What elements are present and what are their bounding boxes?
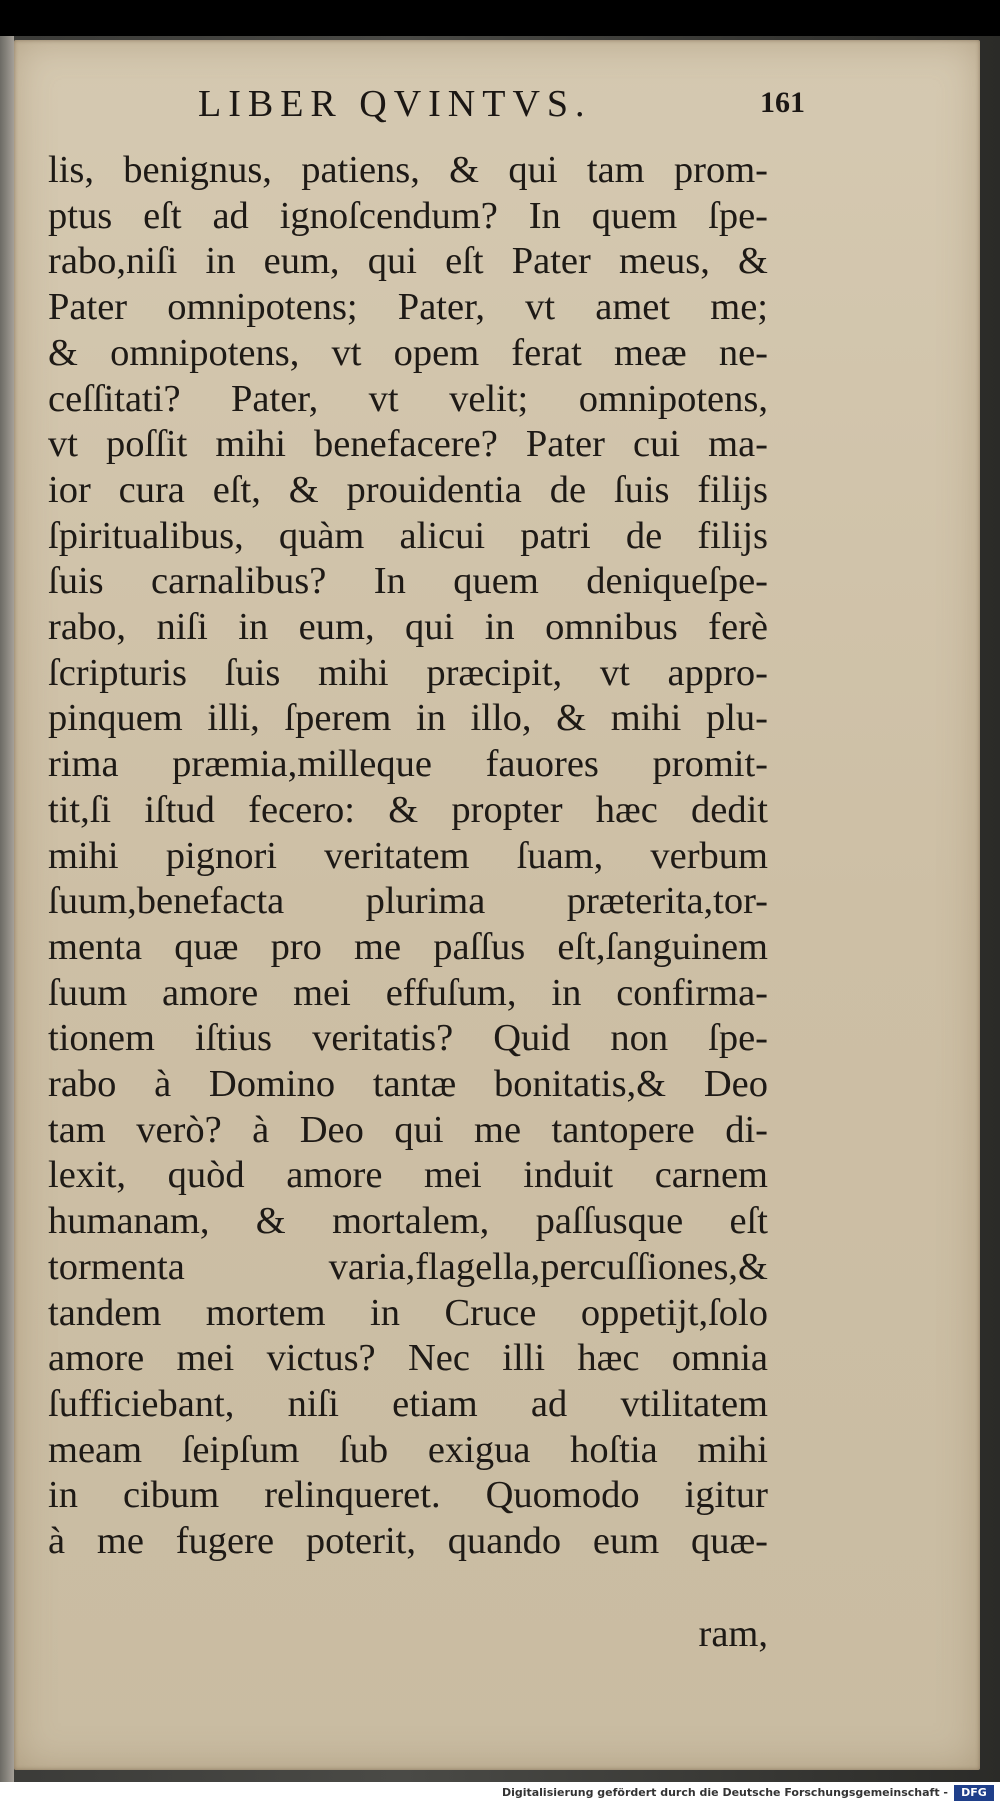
- text-line: ſufficiebant, niſi etiam ad vtilitatem: [48, 1382, 768, 1425]
- running-title: LIBER QVINTVS.: [198, 83, 592, 125]
- page-edge: [0, 36, 14, 1782]
- text-line: rima præmia,milleque fauores promit-: [48, 743, 768, 786]
- text-line: & omnipotens, vt opem ferat meæ ne-: [48, 331, 768, 374]
- page-number: 161: [760, 86, 805, 119]
- text-line: lis, benignus, patiens, & qui tam prom-: [48, 149, 768, 191]
- text-line: ſcripturis ſuis mihi præcipit, vt appro-: [48, 651, 768, 694]
- top-scan-border: [0, 0, 1000, 36]
- text-line: ſuum amore mei effuſum, in confirma-: [48, 971, 768, 1014]
- body-text: [48, 148, 768, 1565]
- text-line: pinquem illi, ſperem in illo, & mihi plu-: [48, 697, 768, 740]
- text-line: à me fugere poterit, quando eum quæ-: [48, 1520, 768, 1563]
- text-line: rabo, niſi in eum, qui in omnibus ferè: [48, 606, 768, 649]
- catchword: ram,: [698, 1613, 768, 1655]
- text-line: menta quæ pro me paſſus eſt,ſanguinem: [48, 925, 768, 968]
- text-line: tit,ſi iſtud fecero: & propter hæc dedit: [48, 788, 768, 831]
- text-line: ſuis carnalibus? In quem deniqueſpe-: [48, 560, 768, 603]
- text-line: tionem iſtius veritatis? Quid non ſpe-: [48, 1017, 768, 1060]
- text-line: tormenta varia,flagella,percuſſiones,&: [48, 1245, 768, 1288]
- text-line: amore mei victus? Nec illi hæc omnia: [48, 1337, 768, 1380]
- text-line: humanam, & mortalem, paſſusque eſt: [48, 1200, 768, 1243]
- text-line: ſuum,benefacta plurima præterita,tor-: [48, 880, 768, 923]
- text-line: vt poſſit mihi benefacere? Pater cui ma-: [48, 423, 768, 466]
- text-line: mihi pignori veritatem ſuam, verbum: [48, 834, 768, 877]
- text-line: Pater omnipotens; Pater, vt amet me;: [48, 286, 768, 329]
- funding-credit: Digitalisierung gefördert durch die Deutsche Forschungsgemeinschaft -: [501, 1786, 948, 1799]
- text-line: in cibum relinqueret. Quomodo igitur: [48, 1474, 768, 1517]
- text-line: rabo à Domino tantæ bonitatis,& Deo: [48, 1063, 768, 1106]
- text-line: ior cura eſt, & prouidentia de ſuis filijs: [48, 468, 768, 511]
- running-head: [14, 82, 980, 142]
- digitization-footer: [0, 1782, 1000, 1806]
- text-line: tam verò? à Deo qui me tantopere di-: [48, 1108, 768, 1151]
- text-line: ſpiritualibus, quàm alicui patri de filijs: [48, 514, 768, 557]
- text-line: tandem mortem in Cruce oppetijt,ſolo: [48, 1291, 768, 1334]
- text-line: lexit, quòd amore mei induit carnem: [48, 1154, 768, 1197]
- text-line: meam ſeipſum ſub exigua hoſtia mihi: [48, 1428, 768, 1471]
- text-line: ptus eſt ad ignoſcendum? In quem ſpe-: [48, 194, 768, 237]
- text-line: rabo,niſi in eum, qui eſt Pater meus, &: [48, 240, 768, 283]
- text-line: ceſſitati? Pater, vt velit; omnipotens,: [48, 377, 768, 420]
- book-page: [14, 40, 980, 1770]
- dfg-logo: DFG: [954, 1785, 994, 1801]
